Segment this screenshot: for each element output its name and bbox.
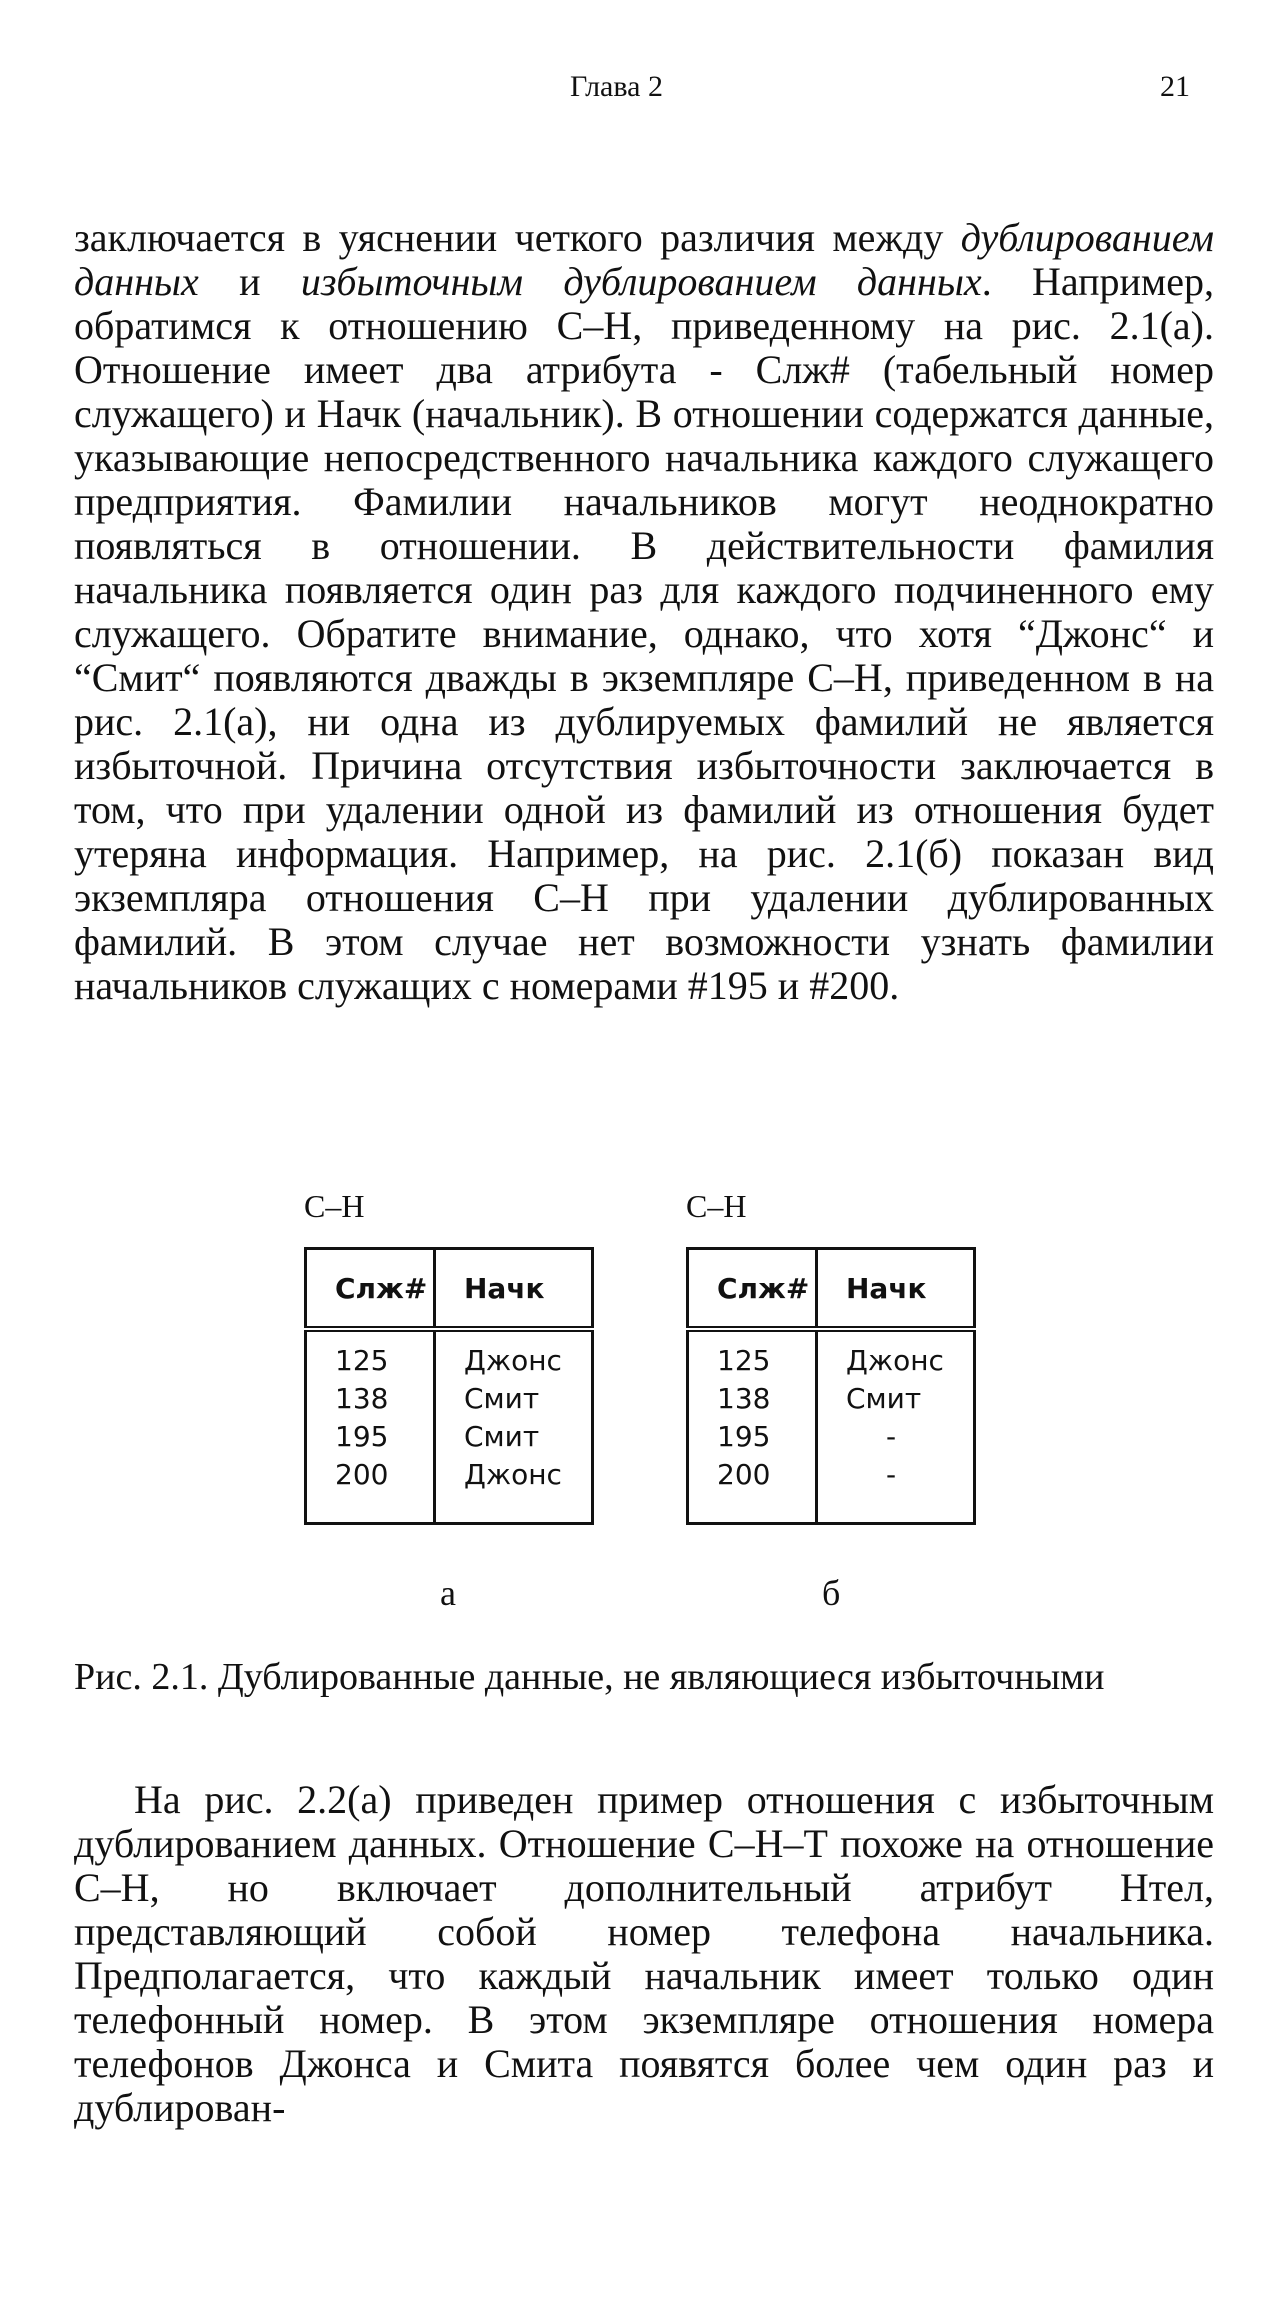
paragraph-1 <box>74 216 1214 1008</box>
table-cell: Смит <box>464 1420 540 1453</box>
relation-b-name: С–Н <box>686 1188 747 1224</box>
table-cell: 195 <box>335 1420 389 1453</box>
table-cell: 138 <box>717 1382 771 1415</box>
relation-a-table <box>304 1247 594 1525</box>
table-cell: 138 <box>335 1382 389 1415</box>
paragraph-1-text-c: . Например, обратимся к отношению С–Н, приведенному на рис. 2.1(а). Отношение имеет два атрибута - Слж# (табельный номер служащего) и Начк (начальник). В отношении содержатся данные, указывающие непосредственного начальника каждого служащего предприятия. Фамилии начальников могут неоднократно появляться в отношении. В действительности фамилия начальника появляется один раз для каждого подчиненного ему служащего. Обратите внимание, однако, что хотя “Джонс“ и “Смит“ появляются дважды в экземпляре С–Н, приведенном в на рис. 2.1(а), ни одна из дублируемых фамилий не является избыточной. Причина отсутствия избыточности заключается в том, что при удалении одной из фамилий из отношения будет утеряна информация. Например, на рис. 2.1(б) показан вид экземпляра отношения С–Н при удалении дублированных фамилий. В этом случае нет возможности узнать фамилии начальников служащих с номерами #195 и #200. <box>74 259 1215 1008</box>
relation-a-header-slzh: Слж# <box>306 1249 435 1330</box>
paragraph-1-text-a: заключается в уяснении четкого различия между <box>74 215 961 260</box>
table-cell: Джонс <box>846 1344 944 1377</box>
relation-b-col-nachk <box>817 1329 975 1524</box>
relation-a-col-nachk <box>435 1329 593 1524</box>
paragraph-1-text-b: и <box>198 259 301 304</box>
table-cell: Смит <box>464 1382 540 1415</box>
figure-sublabel-a: а <box>440 1573 456 1613</box>
figure-caption: Рис. 2.1. Дублированные данные, не являющиеся избыточными <box>74 1656 1105 1698</box>
table-cell: Джонс <box>464 1458 562 1491</box>
relation-a-header-nachk: Начк <box>435 1249 593 1330</box>
relation-a-col-slzh <box>306 1329 435 1524</box>
table-cell: - <box>886 1420 897 1453</box>
table-cell: 125 <box>717 1344 771 1377</box>
table-cell: 200 <box>717 1458 771 1491</box>
term-data-duplication: дублированием данных <box>74 215 1214 304</box>
paragraph-2: На рис. 2.2(а) приведен пример отношения с избыточным дублированием данных. Отношение С–Н–Т похоже на отношение С–Н, но включает дополнительный атрибут Нтел, представляющий собой номер телефона начальника. Предполагается, что каждый начальник имеет только один телефонный номер. В этом экземпляре отношения номера телефонов Джонса и Смита появятся более чем один раз и дублирован- <box>74 1777 1214 2130</box>
table-cell: 125 <box>335 1344 389 1377</box>
figure-sublabel-b: б <box>822 1573 841 1613</box>
relation-b-header-slzh: Слж# <box>688 1249 817 1330</box>
table-cell: 200 <box>335 1458 389 1491</box>
table-cell: - <box>886 1458 897 1491</box>
table-cell: 195 <box>717 1420 771 1453</box>
table-cell: Смит <box>846 1382 922 1415</box>
chapter-header: Глава 2 <box>570 70 663 103</box>
relation-b-header-nachk: Начк <box>817 1249 975 1330</box>
relation-a-name: С–Н <box>304 1188 365 1224</box>
relation-b-table <box>686 1247 976 1525</box>
term-redundant-duplication: избыточным дублированием данных <box>300 259 982 304</box>
relation-b-col-slzh <box>688 1329 817 1524</box>
table-cell: Джонс <box>464 1344 562 1377</box>
page-number: 21 <box>1160 70 1190 103</box>
